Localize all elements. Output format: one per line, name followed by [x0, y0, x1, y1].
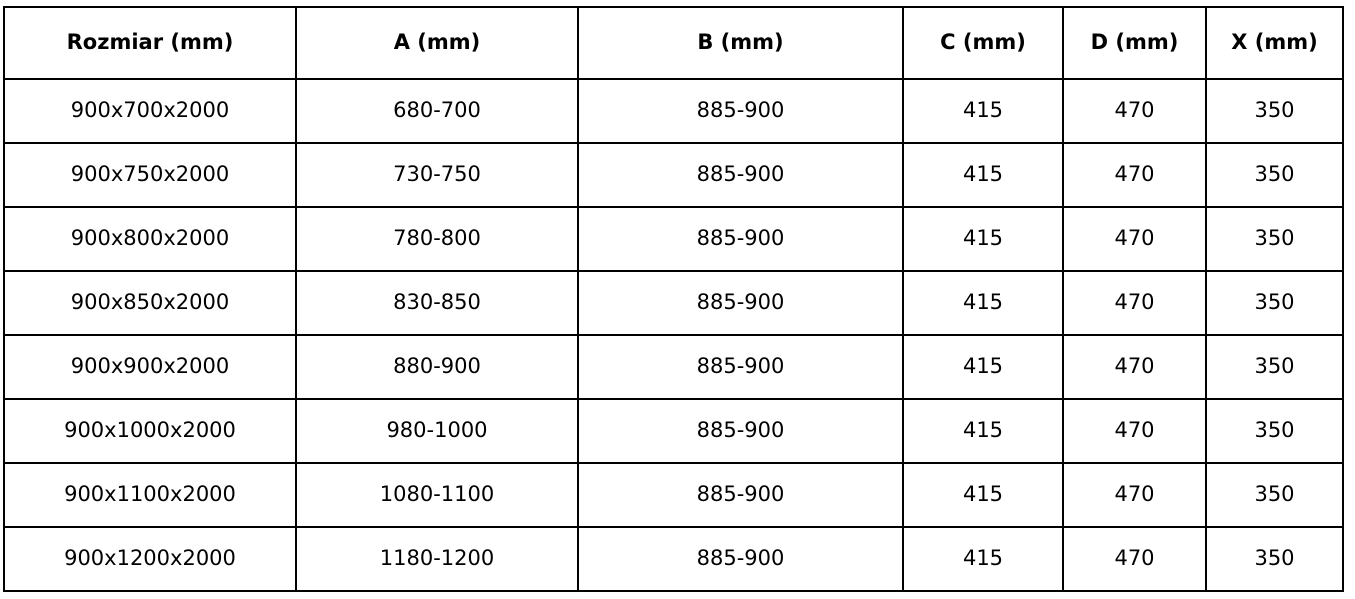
- cell-x: 350: [1206, 207, 1343, 271]
- table-row: [4, 79, 1343, 143]
- cell-rozmiar: 900x1100x2000: [4, 463, 296, 527]
- cell-x: 350: [1206, 399, 1343, 463]
- cell-x: 350: [1206, 79, 1343, 143]
- cell-a: 980-1000: [296, 399, 578, 463]
- cell-c: 415: [903, 463, 1063, 527]
- column-header-rozmiar: Rozmiar (mm): [4, 7, 296, 79]
- table-row: [4, 399, 1343, 463]
- cell-a: 780-800: [296, 207, 578, 271]
- table-row: [4, 207, 1343, 271]
- cell-a: 680-700: [296, 79, 578, 143]
- cell-b: 885-900: [578, 271, 903, 335]
- cell-x: 350: [1206, 527, 1343, 591]
- table-header-row: [4, 7, 1343, 79]
- cell-a: 1180-1200: [296, 527, 578, 591]
- column-header-x: X (mm): [1206, 7, 1343, 79]
- cell-d: 470: [1063, 399, 1206, 463]
- cell-b: 885-900: [578, 335, 903, 399]
- cell-rozmiar: 900x700x2000: [4, 79, 296, 143]
- cell-c: 415: [903, 207, 1063, 271]
- cell-b: 885-900: [578, 79, 903, 143]
- table-row: [4, 527, 1343, 591]
- cell-b: 885-900: [578, 527, 903, 591]
- column-header-c: C (mm): [903, 7, 1063, 79]
- table-row: [4, 463, 1343, 527]
- cell-b: 885-900: [578, 399, 903, 463]
- cell-x: 350: [1206, 463, 1343, 527]
- cell-c: 415: [903, 79, 1063, 143]
- column-header-a: A (mm): [296, 7, 578, 79]
- cell-rozmiar: 900x1000x2000: [4, 399, 296, 463]
- cell-a: 730-750: [296, 143, 578, 207]
- dimensions-table: [3, 6, 1344, 592]
- cell-d: 470: [1063, 271, 1206, 335]
- cell-d: 470: [1063, 463, 1206, 527]
- cell-c: 415: [903, 335, 1063, 399]
- cell-b: 885-900: [578, 143, 903, 207]
- table-row: [4, 335, 1343, 399]
- cell-b: 885-900: [578, 207, 903, 271]
- table-header: [4, 7, 1343, 79]
- cell-rozmiar: 900x750x2000: [4, 143, 296, 207]
- cell-d: 470: [1063, 79, 1206, 143]
- cell-rozmiar: 900x850x2000: [4, 271, 296, 335]
- cell-c: 415: [903, 527, 1063, 591]
- cell-c: 415: [903, 399, 1063, 463]
- table-row: [4, 271, 1343, 335]
- cell-d: 470: [1063, 527, 1206, 591]
- cell-a: 830-850: [296, 271, 578, 335]
- column-header-d: D (mm): [1063, 7, 1206, 79]
- spec-table-container: [0, 6, 1355, 599]
- cell-x: 350: [1206, 143, 1343, 207]
- table-body: [4, 79, 1343, 591]
- cell-rozmiar: 900x800x2000: [4, 207, 296, 271]
- table-row: [4, 143, 1343, 207]
- cell-c: 415: [903, 143, 1063, 207]
- cell-c: 415: [903, 271, 1063, 335]
- cell-d: 470: [1063, 335, 1206, 399]
- cell-rozmiar: 900x900x2000: [4, 335, 296, 399]
- cell-d: 470: [1063, 143, 1206, 207]
- cell-b: 885-900: [578, 463, 903, 527]
- cell-x: 350: [1206, 335, 1343, 399]
- cell-d: 470: [1063, 207, 1206, 271]
- cell-rozmiar: 900x1200x2000: [4, 527, 296, 591]
- cell-a: 1080-1100: [296, 463, 578, 527]
- cell-x: 350: [1206, 271, 1343, 335]
- cell-a: 880-900: [296, 335, 578, 399]
- column-header-b: B (mm): [578, 7, 903, 79]
